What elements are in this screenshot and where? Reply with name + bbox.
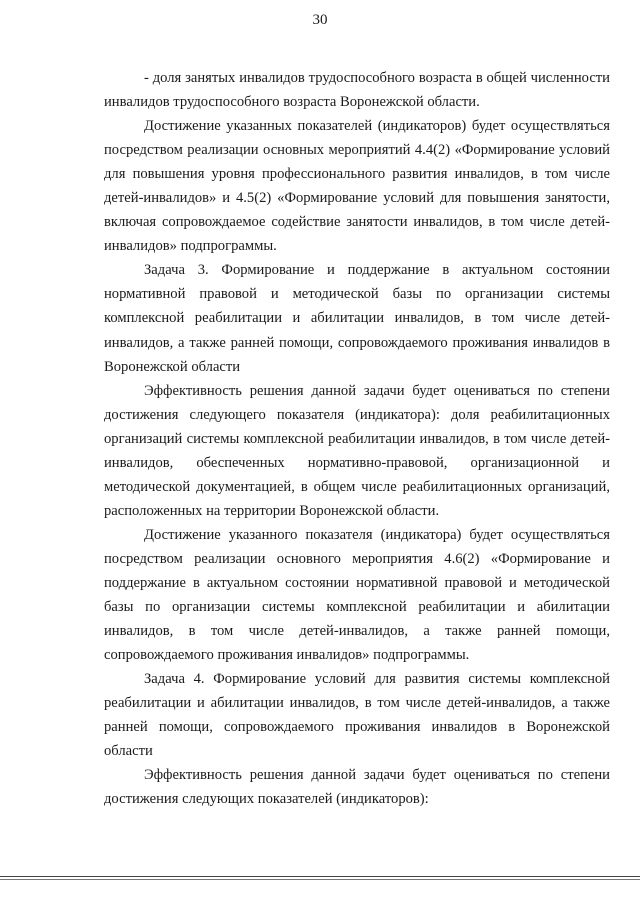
page-number: 30 xyxy=(312,12,328,28)
paragraph-measures-4-4-4-5: Достижение указанных показателей (индикаторов) будет осуществляться посредством реализации основных мероприятий 4.4(2) «Формирование условий для повышения уровня профессионального развития инвалидов, в том числе детей-инвалидов» и 4.5(2) «Формирование условий для повышения занятости, включая сопровождаемое содействие занятости инвалидов, в том числе детей-инвалидов» подпрограммы. xyxy=(104,118,610,255)
paragraph-measure-4-6: Достижение указанного показателя (индикатора) будет осуществляться посредством реализации основного мероприятия 4.6(2) «Формирование и поддержание в актуальном состоянии нормативной правовой и методической базы по организации системы комплексной реабилитации и абилитации инвалидов, в том числе детей-инвалидов, а также ранней помощи, сопровождаемого проживания инвалидов» подпрограммы. xyxy=(104,526,610,664)
document-body xyxy=(104,66,610,811)
footer-divider-secondary xyxy=(0,879,640,880)
paragraph-task-3: Задача 3. Формирование и поддержание в актуальном состоянии нормативной правовой и методической базы по организации системы комплексной реабилитации и абилитации инвалидов, в том числе детей-инвалидов, а также ранней помощи, сопровождаемого проживания инвалидов в Воронежской области xyxy=(104,262,610,375)
footer-divider xyxy=(0,876,640,877)
paragraph-task-4: Задача 4. Формирование условий для развития системы комплексной реабилитации и абилитации инвалидов, в том числе детей-инвалидов, а также ранней помощи, сопровождаемого проживания инвалидов в Воронежской области xyxy=(104,671,610,760)
paragraph-indicator-employment: - доля занятых инвалидов трудоспособного возраста в общей численности инвалидов трудоспособного возраста Воронежской области. xyxy=(104,70,610,111)
paragraph-task-3-effectiveness: Эффективность решения данной задачи будет оцениваться по степени достижения следующего показателя (индикатора): доля реабилитационных организаций системы комплексной реабилитации инвалидов, в том числе детей-инвалидов, обеспеченных нормативно-правовой, организационной и методической документацией, в общем числе реабилитационных организаций, расположенных на территории Воронежской области. xyxy=(104,382,610,519)
paragraph-task-4-effectiveness: Эффективность решения данной задачи будет оцениваться по степени достижения следующих показателей (индикаторов): xyxy=(104,767,610,808)
